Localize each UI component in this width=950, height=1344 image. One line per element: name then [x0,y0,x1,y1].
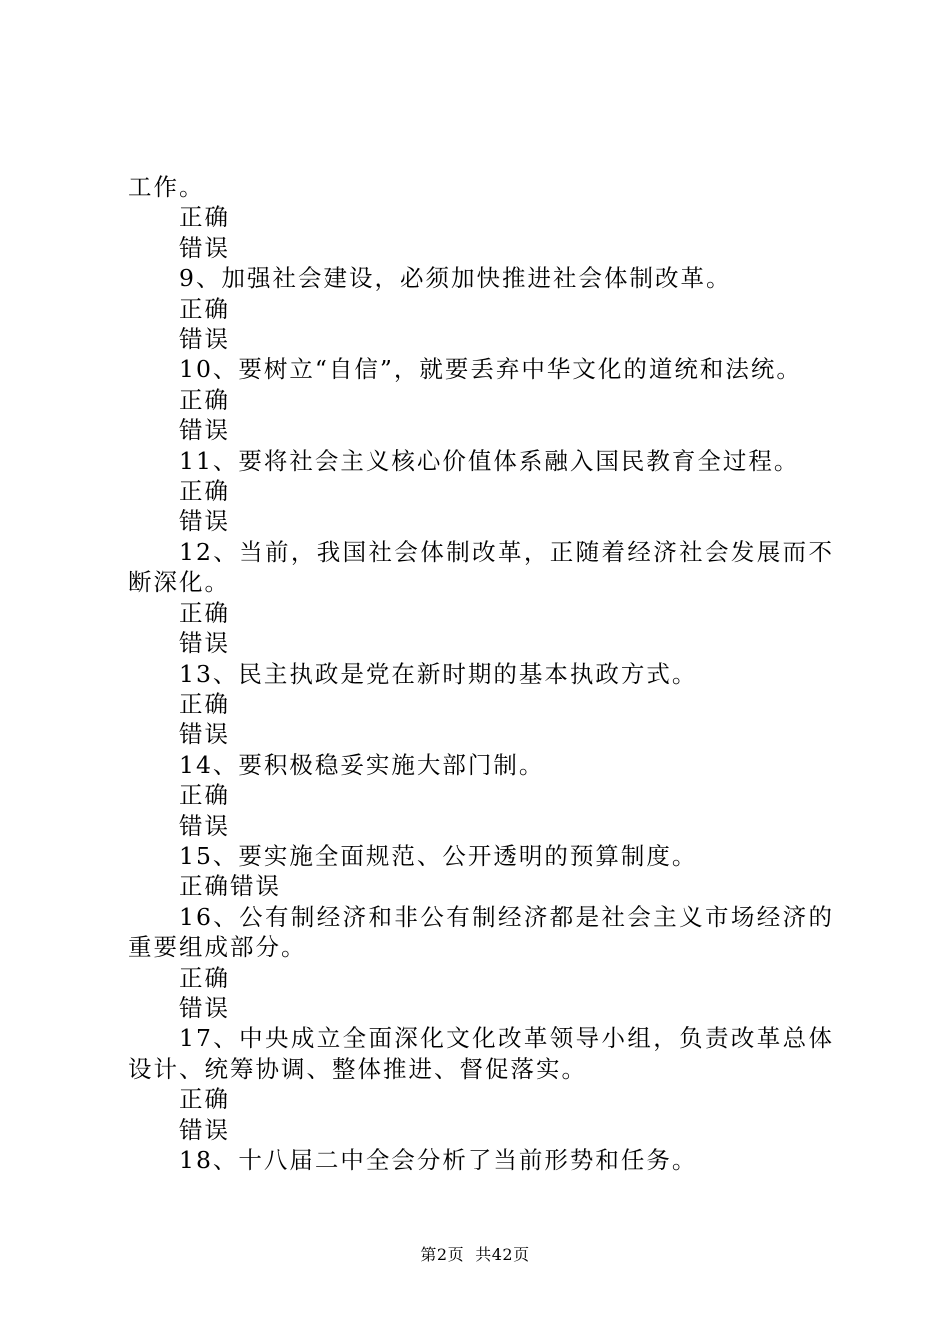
option-correct: 正确 [179,294,230,323]
option-correct: 正确 [179,963,230,992]
option-correct: 正确 [179,203,230,232]
question-11: 11、要将社会主义核心价值体系融入国民教育全过程。 [179,446,800,475]
page-number: 第2页 共42页 [420,1245,530,1264]
question-14: 14、要积极稳妥实施大部门制。 [179,750,545,779]
option-wrong: 错误 [179,325,230,354]
option-wrong: 错误 [179,811,230,840]
option-wrong: 错误 [179,507,230,536]
option-wrong: 错误 [179,1115,230,1144]
question-15: 15、要实施全面规范、公开透明的预算制度。 [179,841,698,870]
option-wrong: 错误 [179,720,230,749]
option-correct-wrong: 正确错误 [179,872,281,901]
continuation-text: 工作。 [128,173,205,201]
question-18: 18、十八届二中全会分析了当前形势和任务。 [179,1146,698,1174]
question-10: 10、要树立“自信”，就要丢弃中华文化的道统和法统。 [179,355,802,384]
option-correct: 正确 [179,477,230,506]
page-footer [0,1242,950,1265]
question-9: 9、加强社会建设，必须加快推进社会体制改革。 [179,264,732,293]
option-correct: 正确 [179,689,230,718]
option-wrong: 错误 [179,416,230,445]
option-wrong: 错误 [179,629,230,658]
question-13: 13、民主执政是党在新时期的基本执政方式。 [179,659,698,688]
document-body [128,172,834,1175]
option-correct: 正确 [179,1085,230,1114]
option-correct: 正确 [179,385,230,414]
question-17: 17、中央成立全面深化文化改革领导小组，负责改革总体设计、统筹协调、整体推进、督促落实。 [128,1024,834,1083]
question-16: 16、公有制经济和非公有制经济都是社会主义市场经济的重要组成部分。 [128,902,834,962]
option-wrong: 错误 [179,233,230,262]
question-12: 12、当前，我国社会体制改革，正随着经济社会发展而不断深化。 [128,537,834,597]
option-wrong: 错误 [179,993,230,1022]
option-correct: 正确 [179,781,230,810]
option-correct: 正确 [179,598,230,627]
